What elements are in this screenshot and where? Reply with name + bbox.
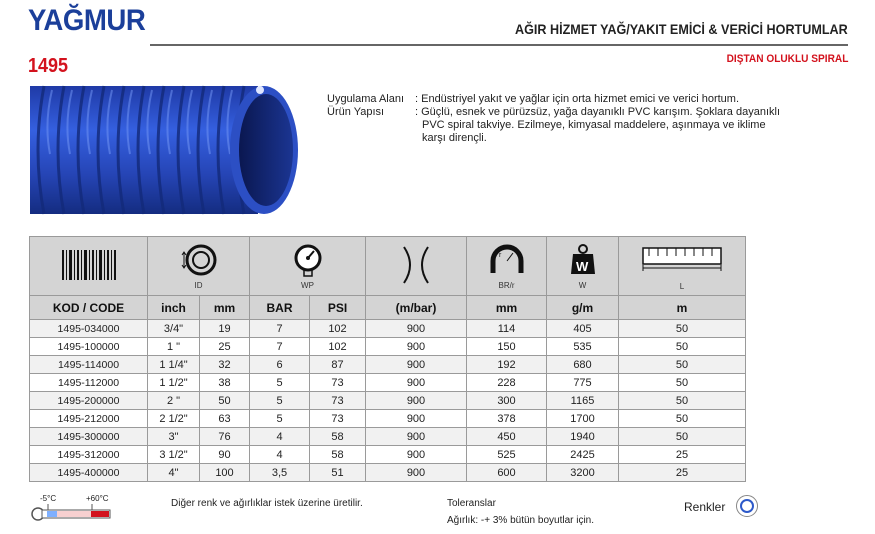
cell-bar: 6 xyxy=(250,356,310,374)
cell-inch: 4" xyxy=(148,464,200,482)
brand-title: YAĞMUR xyxy=(28,4,146,37)
temperature-range-icon xyxy=(30,494,112,524)
cell-bend-mm: 450 xyxy=(467,428,547,446)
cell-psi: 73 xyxy=(310,392,366,410)
cell-psi: 102 xyxy=(310,320,366,338)
cell-weight: 1700 xyxy=(547,410,619,428)
pressure-gauge-icon xyxy=(250,237,366,296)
product-description xyxy=(327,93,822,145)
cell-psi: 102 xyxy=(310,338,366,356)
cell-bar: 7 xyxy=(250,338,310,356)
cell-weight: 680 xyxy=(547,356,619,374)
col-header-bar: BAR xyxy=(250,296,310,320)
id-label: ID xyxy=(194,280,203,290)
cell-bar: 5 xyxy=(250,410,310,428)
col-header-code: KOD / CODE xyxy=(30,296,148,320)
w-label: W xyxy=(578,280,587,290)
cell-length: 25 xyxy=(619,464,746,482)
cell-inch: 2 " xyxy=(148,392,200,410)
cell-bar: 4 xyxy=(250,446,310,464)
cell-code: 1495-300000 xyxy=(30,428,148,446)
application-label: Uygulama Alanı xyxy=(327,93,405,105)
col-header-vacuum: (m/bar) xyxy=(366,296,467,320)
cell-mm: 50 xyxy=(200,392,250,410)
cell-inch: 3/4" xyxy=(148,320,200,338)
temp-min-label: -5°C xyxy=(40,494,57,503)
weight-icon xyxy=(547,237,619,296)
hose-image xyxy=(30,84,300,216)
tolerance-title: Toleranslar xyxy=(447,498,496,509)
cell-vacuum: 900 xyxy=(366,374,467,392)
table-row xyxy=(30,446,746,464)
vacuum-icon xyxy=(366,237,467,296)
cell-code: 1495-112000 xyxy=(30,374,148,392)
cell-weight: 1165 xyxy=(547,392,619,410)
cell-weight: 405 xyxy=(547,320,619,338)
cell-inch: 3 1/2" xyxy=(148,446,200,464)
col-header-inch: inch xyxy=(148,296,200,320)
table-row xyxy=(30,338,746,356)
bend-radius-icon xyxy=(467,237,547,296)
cell-vacuum: 900 xyxy=(366,320,467,338)
cell-code: 1495-312000 xyxy=(30,446,148,464)
weight-glyph: W xyxy=(575,258,588,274)
cell-bar: 4 xyxy=(250,428,310,446)
color-swatch-blue xyxy=(736,495,758,517)
cell-vacuum: 900 xyxy=(366,464,467,482)
table-row xyxy=(30,320,746,338)
br-label: BR/r xyxy=(498,280,515,290)
page-title: AĞIR HİZMET YAĞ/YAKIT EMİCİ & VERİCİ HORTUMLAR xyxy=(515,21,848,37)
cell-weight: 2425 xyxy=(547,446,619,464)
cell-code: 1495-114000 xyxy=(30,356,148,374)
cell-psi: 73 xyxy=(310,374,366,392)
cell-bend-mm: 378 xyxy=(467,410,547,428)
cell-psi: 73 xyxy=(310,410,366,428)
cell-mm: 25 xyxy=(200,338,250,356)
cell-code: 1495-200000 xyxy=(30,392,148,410)
cell-weight: 535 xyxy=(547,338,619,356)
structure-text-1: : Güçlü, esnek ve pürüzsüz, yağa dayanıklı PVC karışım. Şoklara dayanıklı xyxy=(415,106,781,118)
table-row xyxy=(30,392,746,410)
length-ruler-icon xyxy=(619,237,746,296)
table-row xyxy=(30,374,746,392)
footer-note: Diğer renk ve ağırlıklar istek üzerine üretilir. xyxy=(171,498,363,509)
application-text: : Endüstriyel yakıt ve yağlar için orta hizmet emici ve verici hortum. xyxy=(415,93,740,105)
cell-vacuum: 900 xyxy=(366,446,467,464)
cell-bar: 3,5 xyxy=(250,464,310,482)
cell-length: 50 xyxy=(619,356,746,374)
cell-length: 25 xyxy=(619,446,746,464)
cell-inch: 2 1/2" xyxy=(148,410,200,428)
cell-mm: 63 xyxy=(200,410,250,428)
cell-mm: 32 xyxy=(200,356,250,374)
cell-inch: 1 1/4" xyxy=(148,356,200,374)
cell-length: 50 xyxy=(619,410,746,428)
cell-bar: 5 xyxy=(250,392,310,410)
table-row xyxy=(30,428,746,446)
cell-weight: 3200 xyxy=(547,464,619,482)
cell-bend-mm: 192 xyxy=(467,356,547,374)
svg-text:r: r xyxy=(498,251,501,259)
cell-length: 50 xyxy=(619,392,746,410)
col-header-psi: PSI xyxy=(310,296,366,320)
cell-vacuum: 900 xyxy=(366,392,467,410)
colors-label: Renkler xyxy=(684,500,726,514)
structure-text-3: karşı dirençli. xyxy=(422,132,487,144)
cell-bend-mm: 300 xyxy=(467,392,547,410)
cell-mm: 76 xyxy=(200,428,250,446)
cell-bend-mm: 150 xyxy=(467,338,547,356)
cell-bend-mm: 600 xyxy=(467,464,547,482)
cell-mm: 19 xyxy=(200,320,250,338)
table-row xyxy=(30,356,746,374)
spec-table-body xyxy=(30,320,746,482)
page-subtitle: DIŞTAN OLUKLU SPIRAL xyxy=(726,53,848,65)
structure-label: Ürün Yapısı xyxy=(327,106,385,118)
cell-psi: 51 xyxy=(310,464,366,482)
cell-length: 50 xyxy=(619,338,746,356)
cell-mm: 90 xyxy=(200,446,250,464)
structure-text-2: PVC spiral takviye. Ezilmeye, kimyasal maddelere, aşınmaya ve iklime xyxy=(422,119,766,131)
cell-vacuum: 900 xyxy=(366,338,467,356)
col-header-length: m xyxy=(619,296,746,320)
col-header-mm: mm xyxy=(200,296,250,320)
cell-weight: 1940 xyxy=(547,428,619,446)
tolerance-text: Ağırlık: -+ 3% bütün boyutlar için. xyxy=(447,515,595,526)
cell-code: 1495-034000 xyxy=(30,320,148,338)
cell-mm: 100 xyxy=(200,464,250,482)
col-header-weight: g/m xyxy=(547,296,619,320)
temp-max-label: +60°C xyxy=(86,494,109,503)
cell-length: 50 xyxy=(619,428,746,446)
col-header-bend-mm: mm xyxy=(467,296,547,320)
cell-code: 1495-400000 xyxy=(30,464,148,482)
cell-bend-mm: 114 xyxy=(467,320,547,338)
cell-bend-mm: 525 xyxy=(467,446,547,464)
title-divider xyxy=(150,44,848,46)
inner-diameter-icon xyxy=(148,237,250,296)
cell-code: 1495-100000 xyxy=(30,338,148,356)
cell-length: 50 xyxy=(619,320,746,338)
cell-psi: 58 xyxy=(310,428,366,446)
barcode-icon xyxy=(30,237,148,296)
cell-psi: 58 xyxy=(310,446,366,464)
cell-length: 50 xyxy=(619,374,746,392)
cell-psi: 87 xyxy=(310,356,366,374)
cell-bar: 5 xyxy=(250,374,310,392)
table-row xyxy=(30,464,746,482)
cell-code: 1495-212000 xyxy=(30,410,148,428)
table-row xyxy=(30,410,746,428)
cell-vacuum: 900 xyxy=(366,410,467,428)
cell-bend-mm: 228 xyxy=(467,374,547,392)
product-code: 1495 xyxy=(28,55,69,77)
cell-inch: 3" xyxy=(148,428,200,446)
cell-weight: 775 xyxy=(547,374,619,392)
cell-inch: 1 1/2" xyxy=(148,374,200,392)
cell-bar: 7 xyxy=(250,320,310,338)
cell-vacuum: 900 xyxy=(366,428,467,446)
wp-label: WP xyxy=(301,280,314,290)
spec-table xyxy=(29,236,746,482)
cell-inch: 1 " xyxy=(148,338,200,356)
l-label: L xyxy=(679,281,685,291)
cell-mm: 38 xyxy=(200,374,250,392)
cell-vacuum: 900 xyxy=(366,356,467,374)
